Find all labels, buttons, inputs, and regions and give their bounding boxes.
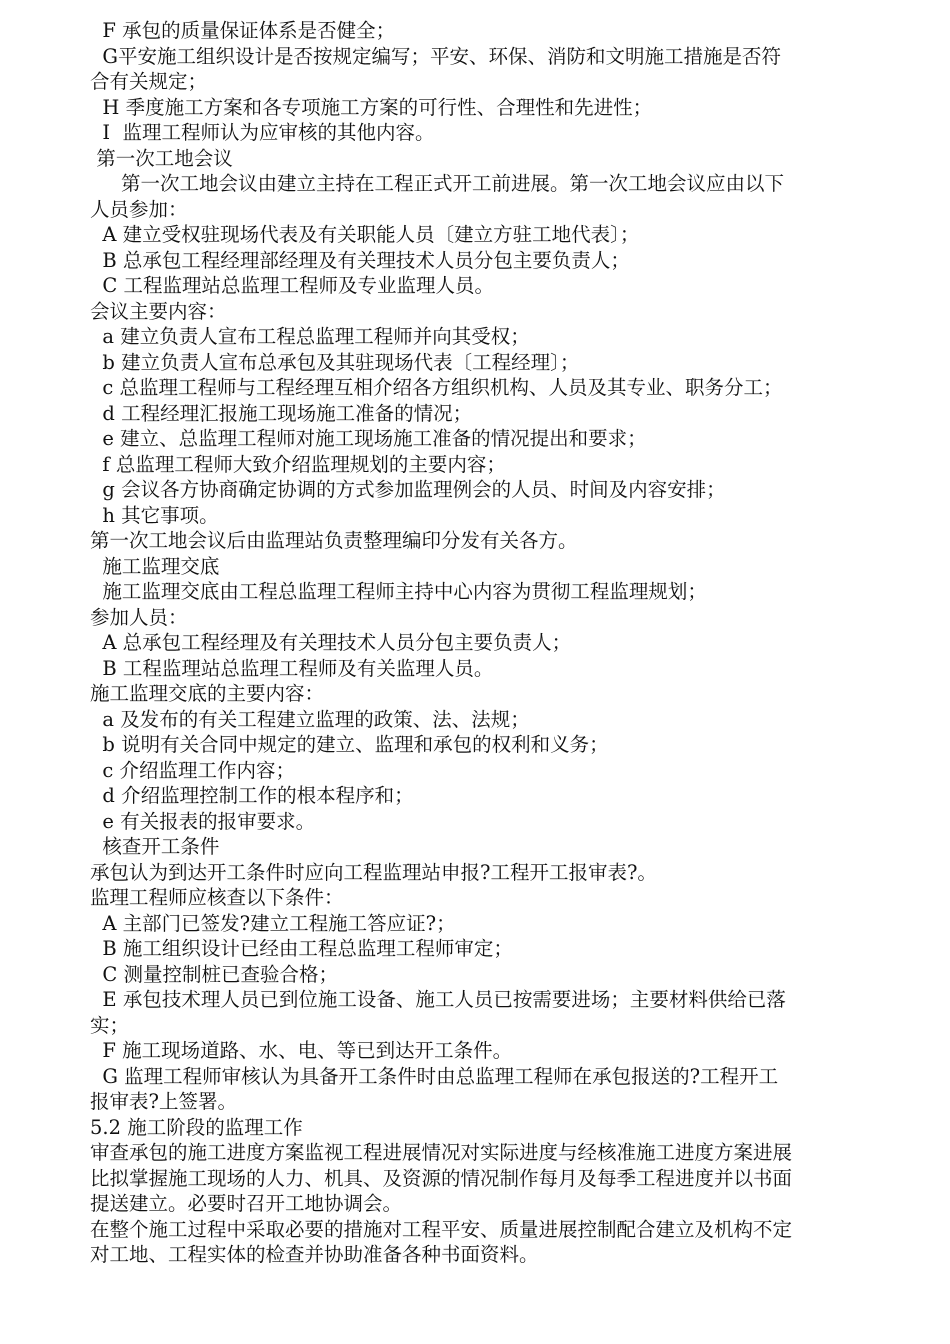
text-line: 审查承包的施工进度方案监视工程进展情况对实际进度与经核准施工进度方案进展 <box>90 1141 793 1164</box>
text-line: C 测量控制桩已查验合格； <box>90 962 339 986</box>
text-line: b 说明有关合同中规定的建立、监理和承包的权利和义务； <box>90 733 609 756</box>
text-line: c 总监理工程师与工程经理互相介绍各方组织机构、人员及其专业、职务分工； <box>90 376 783 399</box>
text-line: 承包认为到达开工条件时应向工程监理站申报?工程开工报审表?。 <box>90 860 657 884</box>
text-line: 提送建立。必要时召开工地协调会。 <box>90 1192 403 1215</box>
text-line: a 建立负责人宣布工程总监理工程师并向其受权； <box>90 325 530 348</box>
text-line: G平安施工组织设计是否按规定编写；平安、环保、消防和文明施工措施是否符 <box>90 44 781 68</box>
text-line: 施工监理交底由工程总监理工程师主持中心内容为贯彻工程监理规划； <box>90 580 707 603</box>
section-heading: 第一次工地会议 <box>90 146 233 170</box>
text-line: A 总承包工程经理及有关理技术人员分包主要负责人； <box>90 631 572 654</box>
text-line: 在整个施工过程中采取必要的措施对工程平安、质量进展控制配合建立及机构不定 <box>90 1217 793 1241</box>
section-heading: 施工监理交底 <box>90 554 220 578</box>
text-line: 第一次工地会议后由监理站负责整理编印分发有关各方。 <box>90 529 578 552</box>
text-line: 监理工程师应核查以下条件： <box>90 886 344 909</box>
text-line: B 施工组织设计已经由工程总监理工程师审定； <box>90 937 513 960</box>
text-line: d 介绍监理控制工作的根本程序和； <box>90 784 414 807</box>
text-line: 对工地、工程实体的检查并协助准备各种书面资料。 <box>90 1243 539 1266</box>
text-line: B 总承包工程经理部经理及有关理技术人员分包主要负责人； <box>90 248 630 272</box>
text-line: H 季度施工方案和各专项施工方案的可行性、合理性和先进性； <box>90 95 653 119</box>
text-line: B 工程监理站总监理工程师及有关监理人员。 <box>90 656 494 680</box>
text-line: 第一次工地会议由建立主持在工程正式开工前进展。第一次工地会议应由以下 <box>90 172 784 195</box>
text-line: I 监理工程师认为应审核的其他内容。 <box>90 121 435 144</box>
text-line: e 建立、总监理工程师对施工现场施工准备的情况提出和要求； <box>90 427 647 450</box>
text-line: c 介绍监理工作内容； <box>90 758 296 782</box>
text-line: 施工监理交底的主要内容： <box>90 682 325 705</box>
text-line: A 建立受权驻现场代表及有关职能人员〔建立方驻工地代表〕； <box>90 223 640 246</box>
text-line: e 有关报表的报审要求。 <box>90 809 316 833</box>
text-line: f 总监理工程师大致介绍监理规划的主要内容； <box>90 452 506 476</box>
text-line: 会议主要内容： <box>90 299 227 323</box>
text-line: d 工程经理汇报施工现场施工准备的情况； <box>90 401 473 425</box>
text-line: h 其它事项。 <box>90 503 219 527</box>
text-line: a 及发布的有关工程建立监理的政策、法、法规； <box>90 707 530 731</box>
text-line: g 会议各方协商确定协调的方式参加监理例会的人员、时间及内容安排； <box>90 478 726 501</box>
text-line: 人员参加： <box>90 197 188 221</box>
text-line: b 建立负责人宣布总承包及其驻现场代表〔工程经理〕； <box>90 350 580 374</box>
text-line: C 工程监理站总监理工程师及专业监理人员。 <box>90 274 495 297</box>
text-line: 报审表?上签署。 <box>90 1090 237 1113</box>
text-line: 合有关规定； <box>90 70 208 93</box>
text-line: 比拟掌握施工现场的人力、机具、及资源的情况制作每月及每季工程进度并以书面 <box>90 1166 793 1190</box>
section-heading: 核查开工条件 <box>90 835 220 858</box>
text-line: 参加人员： <box>90 605 188 629</box>
section-heading: 5.2 施工阶段的监理工作 <box>90 1115 303 1139</box>
text-line: E 承包技术理人员已到位施工设备、施工人员已按需要进场；主要材料供给已落 <box>90 988 786 1011</box>
text-line: G 监理工程师审核认为具备开工条件时由总监理工程师在承包报送的?工程开工 <box>90 1064 779 1088</box>
text-line: F 施工现场道路、水、电、等已到达开工条件。 <box>90 1039 513 1062</box>
text-line: F 承包的质量保证体系是否健全； <box>90 19 396 42</box>
text-line: A 主部门已签发?建立工程施工答应证?； <box>90 911 456 935</box>
text-line: 实； <box>90 1013 130 1037</box>
